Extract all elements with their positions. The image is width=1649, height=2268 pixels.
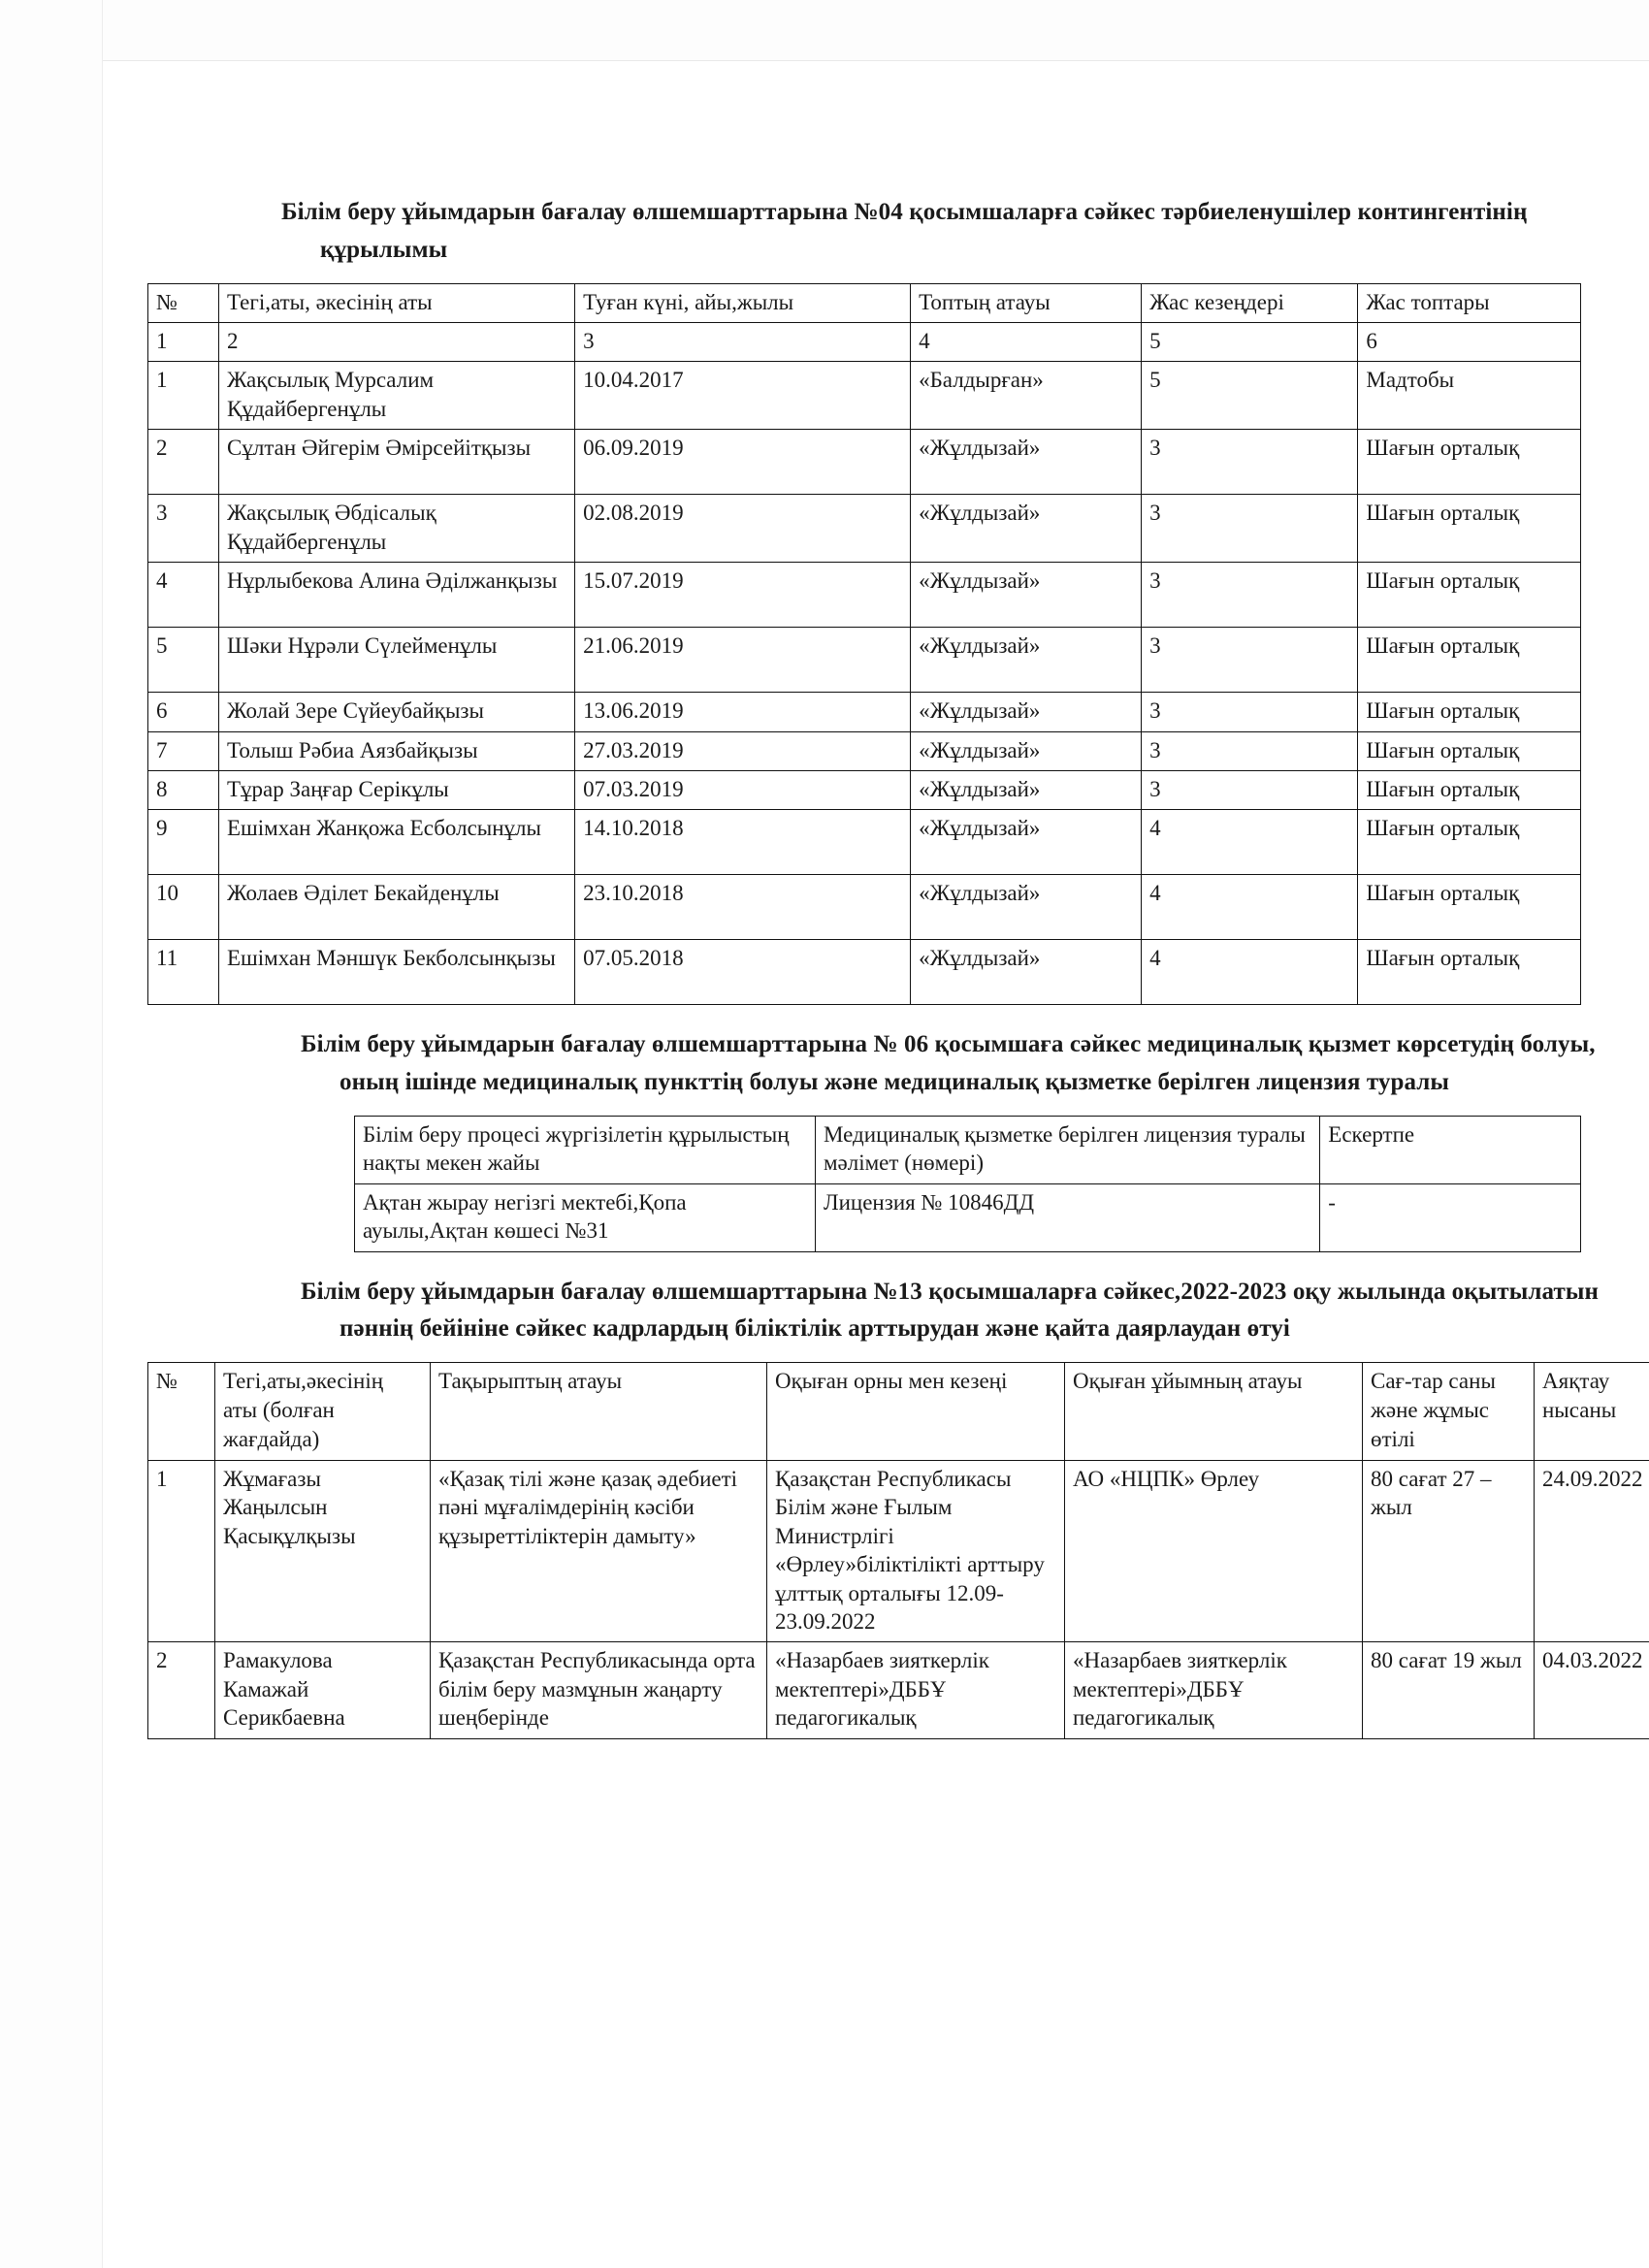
- row-age-group: Шағын орталық: [1358, 430, 1581, 495]
- row-group: «Жұлдызай»: [911, 810, 1142, 875]
- col-header-name: Тегі,аты, әкесінің аты: [219, 283, 575, 322]
- row-name: Жолай Зере Сүйеубайқызы: [219, 693, 575, 731]
- col-header-no: №: [148, 283, 219, 322]
- row-finish: 24.09.2022: [1535, 1460, 1649, 1642]
- row-name: Рамакулова Камажай Серикбаевна: [215, 1642, 431, 1738]
- row-age-group: Шағын орталық: [1358, 693, 1581, 731]
- row-age-period: 4: [1142, 875, 1358, 940]
- table-row: [148, 362, 1581, 430]
- row-place: Қазақстан Республикасы Білім және Ғылым Министрлігі «Өрлеу»біліктілікті арттыру ұлттық орталығы 12.09-23.09.2022: [767, 1460, 1065, 1642]
- row-name: Тұрар Заңғар Серікұлы: [219, 771, 575, 810]
- row-no: 8: [148, 771, 219, 810]
- row-age-period: 4: [1142, 940, 1358, 1005]
- row-group: «Жұлдызай»: [911, 430, 1142, 495]
- table-header-row: [148, 283, 1581, 322]
- table-row: [148, 430, 1581, 495]
- row-age-period: 4: [1142, 810, 1358, 875]
- row-no: 2: [148, 1642, 215, 1738]
- row-group: «Жұлдызай»: [911, 693, 1142, 731]
- row-age-period: 3: [1142, 430, 1358, 495]
- row-name: Жолаев Әділет Бекайденұлы: [219, 875, 575, 940]
- row-birth: 10.04.2017: [575, 362, 911, 430]
- row-group: «Жұлдызай»: [911, 940, 1142, 1005]
- row-name: Ешімхан Жанқожа Есболсынұлы: [219, 810, 575, 875]
- row-age-period: 3: [1142, 495, 1358, 563]
- row-finish: 04.03.2022: [1535, 1642, 1649, 1738]
- table-row: [148, 875, 1581, 940]
- row-topic: «Қазақ тілі және қазақ әдебиеті пәні мұғалімдерінің кәсіби құзыреттіліктерін дамыту»: [431, 1460, 767, 1642]
- row-birth: 02.08.2019: [575, 495, 911, 563]
- row-birth: 14.10.2018: [575, 810, 911, 875]
- row-age-group: Шағын орталық: [1358, 771, 1581, 810]
- col-header-org: Оқыған ұйымның атауы: [1065, 1363, 1363, 1461]
- numbering-4: 4: [911, 322, 1142, 361]
- row-no: 3: [148, 495, 219, 563]
- table-header-row: [355, 1116, 1581, 1183]
- row-org: «Назарбаев зияткерлік мектептері»ДББҰ педагогикалық: [1065, 1642, 1363, 1738]
- qualification-training-table: [147, 1362, 1649, 1739]
- table-row: [148, 563, 1581, 628]
- col-header-note: Ескертпе: [1320, 1116, 1581, 1183]
- section3-heading: Білім беру ұйымдарын бағалау өлшемшарттарына №13 қосымшаларға сәйкес,2022-2023 оқу жылында оқытылатын пәннің бейініне сәйкес кадрлардың біліктілік арттырудан және қайта даярлаудан өтуі: [301, 1278, 1599, 1343]
- row-group: «Жұлдызай»: [911, 771, 1142, 810]
- table-row: [148, 1460, 1649, 1642]
- row-hours: 80 сағат 27 –жыл: [1363, 1460, 1535, 1642]
- contingent-structure-table: [147, 283, 1581, 1006]
- col-header-hours: Сағ-тар саны және жұмыс өтілі: [1363, 1363, 1535, 1461]
- row-note: -: [1320, 1183, 1581, 1251]
- numbering-3: 3: [575, 322, 911, 361]
- scan-edge-left: [0, 0, 103, 2268]
- row-no: 9: [148, 810, 219, 875]
- table-row: [148, 628, 1581, 693]
- row-topic: Қазақстан Республикасында орта білім беру мазмұнын жаңарту шеңберінде: [431, 1642, 767, 1738]
- row-age-group: Шағын орталық: [1358, 875, 1581, 940]
- row-group: «Жұлдызай»: [911, 628, 1142, 693]
- row-org: АО «НЦПК» Өрлеу: [1065, 1460, 1363, 1642]
- row-name: Сұлтан Әйгерім Әмірсейітқызы: [219, 430, 575, 495]
- row-age-period: 3: [1142, 693, 1358, 731]
- table-numbering-row: [148, 322, 1581, 361]
- row-birth: 07.03.2019: [575, 771, 911, 810]
- row-name: Жұмағазы Жаңылсын Қасықұлқызы: [215, 1460, 431, 1642]
- row-birth: 15.07.2019: [575, 563, 911, 628]
- col-header-name: Тегі,аты,әкесінің аты (болған жағдайда): [215, 1363, 431, 1461]
- row-group: «Жұлдызай»: [911, 563, 1142, 628]
- section2-heading: Білім беру ұйымдарын бағалау өлшемшарттарына № 06 қосымшаға сәйкес медициналық қызмет көрсетудің болуы, оның ішінде медициналық пункттің болуы және медициналық қызметке берілген лицензия туралы: [301, 1031, 1596, 1096]
- row-no: 7: [148, 731, 219, 770]
- row-birth: 06.09.2019: [575, 430, 911, 495]
- row-license: Лицензия № 10846ДД: [816, 1183, 1320, 1251]
- row-age-period: 5: [1142, 362, 1358, 430]
- numbering-6: 6: [1358, 322, 1581, 361]
- table-row: [148, 731, 1581, 770]
- row-name: Нұрлыбекова Алина Әділжанқызы: [219, 563, 575, 628]
- row-group: «Жұлдызай»: [911, 495, 1142, 563]
- row-no: 4: [148, 563, 219, 628]
- col-header-age-group: Жас топтары: [1358, 283, 1581, 322]
- row-name: Ешімхан Мәншүк Бекболсынқызы: [219, 940, 575, 1005]
- row-name: Шәки Нұрәли Сүлейменұлы: [219, 628, 575, 693]
- row-age-group: Шағын орталық: [1358, 495, 1581, 563]
- col-header-address: Білім беру процесі жүргізілетін құрылыстың нақты мекен жайы: [355, 1116, 816, 1183]
- row-no: 10: [148, 875, 219, 940]
- table-row: [148, 771, 1581, 810]
- col-header-group: Топтың атауы: [911, 283, 1142, 322]
- row-birth: 07.05.2018: [575, 940, 911, 1005]
- col-header-place: Оқыған орны мен кезеңі: [767, 1363, 1065, 1461]
- row-hours: 80 сағат 19 жыл: [1363, 1642, 1535, 1738]
- row-no: 5: [148, 628, 219, 693]
- row-age-group: Шағын орталық: [1358, 810, 1581, 875]
- col-header-license: Медициналық қызметке берілген лицензия туралы мәлімет (нөмері): [816, 1116, 1320, 1183]
- row-no: 1: [148, 362, 219, 430]
- row-birth: 23.10.2018: [575, 875, 911, 940]
- row-no: 2: [148, 430, 219, 495]
- row-age-group: Шағын орталық: [1358, 563, 1581, 628]
- table-row: [148, 693, 1581, 731]
- row-place: «Назарбаев зияткерлік мектептері»ДББҰ педагогикалық: [767, 1642, 1065, 1738]
- numbering-1: 1: [148, 322, 219, 361]
- col-header-birth: Туған күні, айы,жылы: [575, 283, 911, 322]
- document-content: [146, 194, 1643, 1739]
- row-name: Жақсылық Әбдісалық Құдайбергенұлы: [219, 495, 575, 563]
- table-row: [355, 1183, 1581, 1251]
- row-birth: 27.03.2019: [575, 731, 911, 770]
- row-age-group: Шағын орталық: [1358, 940, 1581, 1005]
- table-header-row: [148, 1363, 1649, 1461]
- table-row: [148, 495, 1581, 563]
- row-age-group: Шағын орталық: [1358, 731, 1581, 770]
- numbering-5: 5: [1142, 322, 1358, 361]
- row-age-period: 3: [1142, 731, 1358, 770]
- row-address: Ақтан жырау негізгі мектебі,Қопа ауылы,Ақтан көшесі №31: [355, 1183, 816, 1251]
- table-row: [148, 940, 1581, 1005]
- numbering-2: 2: [219, 322, 575, 361]
- col-header-no: №: [148, 1363, 215, 1461]
- row-group: «Жұлдызай»: [911, 731, 1142, 770]
- row-age-period: 3: [1142, 628, 1358, 693]
- row-age-group: Мадтобы: [1358, 362, 1581, 430]
- row-no: 1: [148, 1460, 215, 1642]
- row-birth: 21.06.2019: [575, 628, 911, 693]
- scan-edge-top: [0, 0, 1649, 61]
- col-header-age-period: Жас кезеңдері: [1142, 283, 1358, 322]
- row-no: 6: [148, 693, 219, 731]
- row-age-group: Шағын орталық: [1358, 628, 1581, 693]
- table-row: [148, 810, 1581, 875]
- medical-license-table: [354, 1116, 1581, 1252]
- row-group: «Жұлдызай»: [911, 875, 1142, 940]
- row-group: «Балдырған»: [911, 362, 1142, 430]
- row-age-period: 3: [1142, 563, 1358, 628]
- row-birth: 13.06.2019: [575, 693, 911, 731]
- col-header-topic: Тақырыптың атауы: [431, 1363, 767, 1461]
- row-name: Толыш Рәбиа Аязбайқызы: [219, 731, 575, 770]
- section1-heading: Білім беру ұйымдарын бағалау өлшемшарттарына №04 қосымшаларға сәйкес тәрбиеленушілер контингентінің құрылымы: [281, 199, 1528, 263]
- row-age-period: 3: [1142, 771, 1358, 810]
- row-no: 11: [148, 940, 219, 1005]
- table-row: [148, 1642, 1649, 1738]
- row-name: Жақсылық Мурсалим Құдайбергенұлы: [219, 362, 575, 430]
- col-header-finish: Аяқтау нысаны: [1535, 1363, 1649, 1461]
